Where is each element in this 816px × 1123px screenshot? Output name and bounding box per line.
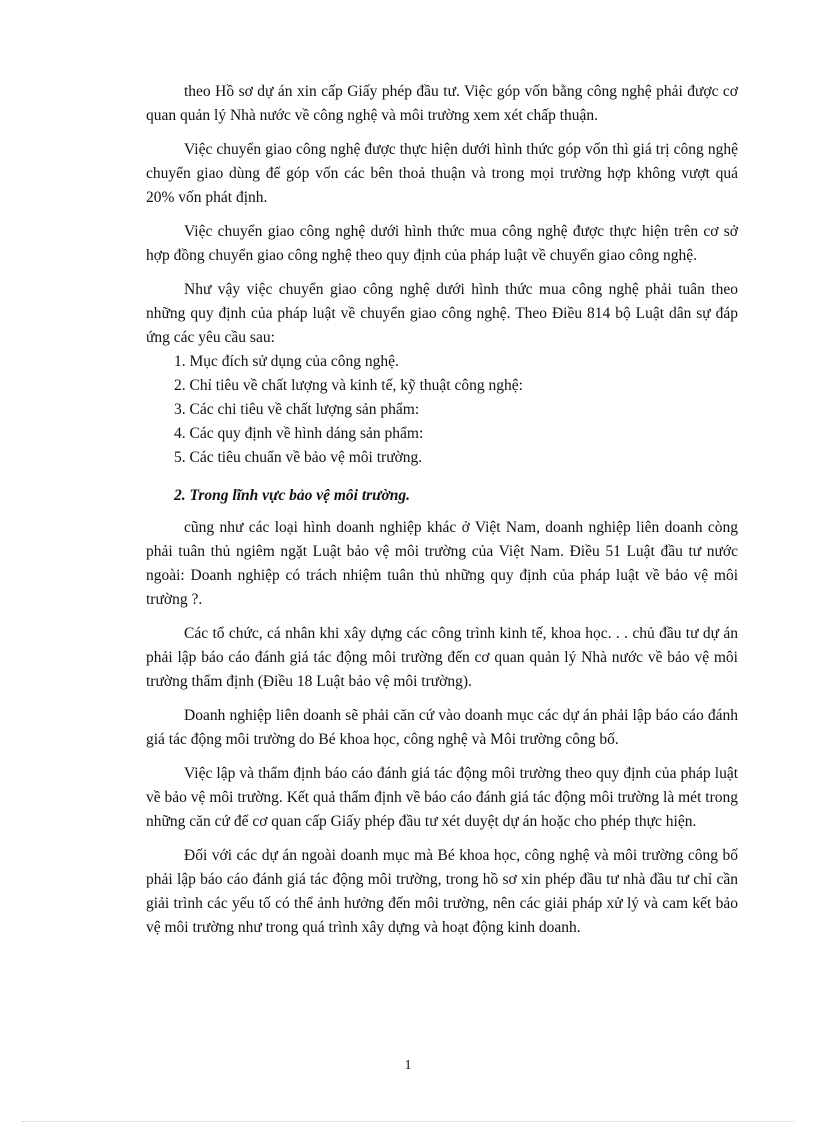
paragraph-technology-contribution: theo Hồ sơ dự án xin cấp Giấy phép đầu tư. Việc góp vốn bằng công nghệ phải được cơ quan quản lý Nhà nước về công nghệ và môi trường xem xét chấp thuận.: [146, 83, 738, 124]
page-break-divider: [22, 1121, 794, 1122]
list-item: 3. Các chi tiêu về chất lượng sản phẩm:: [174, 401, 420, 418]
paragraph-purchase-contract: Việc chuyển giao công nghệ dưới hình thức mua công nghệ được thực hiện trên cơ sở hợp đồng chuyển giao công nghệ theo quy định của pháp luật về chuyển giao công nghệ.: [146, 223, 738, 264]
paragraph-appraisal: Việc lập và thẩm định báo cáo đánh giá tác động môi trường theo quy định của pháp luật về bảo vệ môi trường. Kết quả thẩm định về báo cáo đánh giá tác động môi trường là mét trong những căn cứ để cơ quan cấp Giấy phép đầu tư xét duyệt dự án hoặc cho phép thực hiện.: [146, 765, 738, 830]
paragraph-other-projects: Đối với các dự án ngoài doanh mục mà Bé khoa học, công nghệ và môi trường công bố phải lập báo cáo đánh giá tác động môi trường, trong hồ sơ xin phép đầu tư nhà đầu tư chỉ cần giải trình các yếu tố có thể ảnh hưởng đến môi trường, nên các giải pháp xử lý và cam kết bảo vệ môi trường như trong quá trình xây dựng và hoạt động kinh doanh.: [146, 847, 738, 936]
list-item: 1. Mục đích sử dụng của công nghệ.: [174, 353, 399, 370]
paragraph-project-list: Doanh nghiệp liên doanh sẽ phải căn cứ vào doanh mục các dự án phải lập báo cáo đánh giá tác động môi trường do Bé khoa học, công nghệ và Môi trường công bố.: [146, 707, 738, 748]
section-heading: 2. Trong lĩnh vực bảo vệ môi trường.: [174, 487, 411, 504]
page-number: 1: [404, 1058, 412, 1073]
list-item: 2. Chỉ tiêu về chất lượng và kinh tế, kỹ thuật công nghệ:: [174, 377, 523, 394]
paragraph-compliance: cũng như các loại hình doanh nghiệp khác ở Việt Nam, doanh nghiệp liên doanh còng phải tuân thủ ngiêm ngặt Luật bảo vệ môi trường của Việt Nam. Điều 51 Luật đầu tư nước ngoài: Doanh nghiệp có trách nhiệm tuân thủ những quy định của pháp luật về bảo vệ môi trường ?.: [146, 519, 738, 608]
paragraph-contribution-value: Việc chuyển giao công nghệ được thực hiện dưới hình thức góp vốn thì giá trị công nghệ chuyển giao dùng để góp vốn các bên thoả thuận và trong mọi trường hợp không vượt quá 20% vốn phát định.: [146, 141, 738, 206]
requirements-list: [146, 350, 738, 470]
paragraph-impact-report: Các tổ chức, cá nhân khi xây dựng các công trình kinh tế, khoa học. . . chủ đầu tư dự án phải lập báo cáo đánh giá tác động môi trường đến cơ quan quản lý Nhà nước về bảo vệ môi trường thẩm định (Điều 18 Luật bảo vệ môi trường).: [146, 625, 738, 690]
list-item: 4. Các quy định về hình dáng sản phẩm:: [174, 425, 424, 442]
paragraph-civil-code-requirements: Như vậy việc chuyển giao công nghệ dưới hình thức mua công nghệ phải tuân theo những quy định của pháp luật về chuyển giao công nghệ. Theo Điều 814 bộ Luật dân sự đáp ứng các yêu cầu sau:: [146, 281, 738, 346]
page-body: [146, 80, 738, 950]
list-item: 5. Các tiêu chuẩn về bảo vệ môi trường.: [174, 449, 423, 466]
